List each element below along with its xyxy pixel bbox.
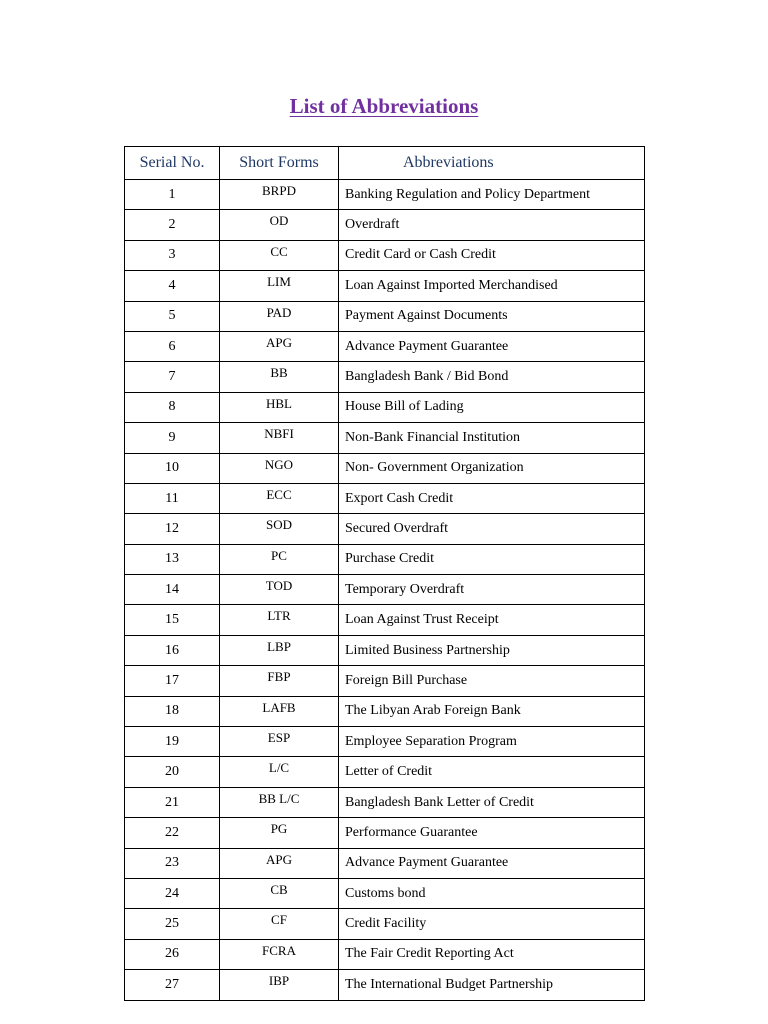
cell-serial-no: 8 xyxy=(125,392,220,422)
table-body xyxy=(125,180,645,1001)
cell-serial-no: 25 xyxy=(125,909,220,939)
table-row xyxy=(125,727,645,757)
cell-short-form: FBP xyxy=(220,666,339,696)
cell-abbreviation: Bangladesh Bank Letter of Credit xyxy=(339,787,645,817)
cell-short-form: LIM xyxy=(220,271,339,301)
cell-short-form: BB L/C xyxy=(220,787,339,817)
cell-short-form: L/C xyxy=(220,757,339,787)
table-row xyxy=(125,180,645,210)
cell-abbreviation: Letter of Credit xyxy=(339,757,645,787)
page-title xyxy=(0,93,768,119)
cell-short-form: APG xyxy=(220,331,339,361)
table-row xyxy=(125,635,645,665)
table-row xyxy=(125,483,645,513)
header-serial-no: Serial No. xyxy=(125,147,220,180)
cell-short-form: OD xyxy=(220,210,339,240)
cell-short-form: APG xyxy=(220,848,339,878)
cell-short-form: LBP xyxy=(220,635,339,665)
cell-serial-no: 15 xyxy=(125,605,220,635)
cell-abbreviation: Customs bond xyxy=(339,878,645,908)
table-row xyxy=(125,514,645,544)
cell-abbreviation: Export Cash Credit xyxy=(339,483,645,513)
cell-short-form: IBP xyxy=(220,970,339,1000)
cell-serial-no: 14 xyxy=(125,575,220,605)
cell-abbreviation: Purchase Credit xyxy=(339,544,645,574)
cell-abbreviation: Performance Guarantee xyxy=(339,818,645,848)
cell-short-form: FCRA xyxy=(220,939,339,969)
table-row xyxy=(125,271,645,301)
table-row xyxy=(125,240,645,270)
cell-serial-no: 5 xyxy=(125,301,220,331)
table-row xyxy=(125,544,645,574)
cell-abbreviation: Advance Payment Guarantee xyxy=(339,331,645,361)
cell-abbreviation: Credit Facility xyxy=(339,909,645,939)
cell-abbreviation: The International Budget Partnership xyxy=(339,970,645,1000)
cell-short-form: ECC xyxy=(220,483,339,513)
cell-abbreviation: Limited Business Partnership xyxy=(339,635,645,665)
cell-serial-no: 10 xyxy=(125,453,220,483)
table-row xyxy=(125,423,645,453)
header-short-forms: Short Forms xyxy=(220,147,339,180)
cell-serial-no: 1 xyxy=(125,180,220,210)
table-row xyxy=(125,787,645,817)
table-row xyxy=(125,970,645,1000)
cell-serial-no: 16 xyxy=(125,635,220,665)
cell-short-form: BB xyxy=(220,362,339,392)
cell-abbreviation: Banking Regulation and Policy Department xyxy=(339,180,645,210)
table-row xyxy=(125,453,645,483)
cell-abbreviation: Credit Card or Cash Credit xyxy=(339,240,645,270)
cell-short-form: HBL xyxy=(220,392,339,422)
cell-abbreviation: Temporary Overdraft xyxy=(339,575,645,605)
abbreviations-table xyxy=(124,146,645,1001)
cell-abbreviation: The Fair Credit Reporting Act xyxy=(339,939,645,969)
cell-short-form: NBFI xyxy=(220,423,339,453)
cell-abbreviation: Employee Separation Program xyxy=(339,727,645,757)
table-row xyxy=(125,605,645,635)
cell-serial-no: 21 xyxy=(125,787,220,817)
cell-short-form: CF xyxy=(220,909,339,939)
cell-serial-no: 18 xyxy=(125,696,220,726)
table-row xyxy=(125,210,645,240)
table-row xyxy=(125,878,645,908)
table-row xyxy=(125,666,645,696)
cell-serial-no: 2 xyxy=(125,210,220,240)
cell-abbreviation: Non- Government Organization xyxy=(339,453,645,483)
cell-abbreviation: Bangladesh Bank / Bid Bond xyxy=(339,362,645,392)
cell-serial-no: 17 xyxy=(125,666,220,696)
table-row xyxy=(125,818,645,848)
cell-abbreviation: Overdraft xyxy=(339,210,645,240)
cell-serial-no: 24 xyxy=(125,878,220,908)
cell-short-form: SOD xyxy=(220,514,339,544)
cell-abbreviation: Loan Against Trust Receipt xyxy=(339,605,645,635)
cell-serial-no: 4 xyxy=(125,271,220,301)
cell-serial-no: 22 xyxy=(125,818,220,848)
cell-abbreviation: Secured Overdraft xyxy=(339,514,645,544)
cell-short-form: BRPD xyxy=(220,180,339,210)
header-abbreviations: Abbreviations xyxy=(339,147,645,180)
table-row xyxy=(125,848,645,878)
cell-serial-no: 7 xyxy=(125,362,220,392)
table-row xyxy=(125,939,645,969)
cell-serial-no: 19 xyxy=(125,727,220,757)
cell-abbreviation: Non-Bank Financial Institution xyxy=(339,423,645,453)
cell-serial-no: 9 xyxy=(125,423,220,453)
cell-serial-no: 12 xyxy=(125,514,220,544)
table-row xyxy=(125,392,645,422)
cell-short-form: ESP xyxy=(220,727,339,757)
page-title-text: List of Abbreviations xyxy=(289,94,479,118)
cell-serial-no: 27 xyxy=(125,970,220,1000)
table-row xyxy=(125,362,645,392)
table-row xyxy=(125,575,645,605)
cell-serial-no: 26 xyxy=(125,939,220,969)
table-row xyxy=(125,301,645,331)
cell-abbreviation: Payment Against Documents xyxy=(339,301,645,331)
cell-short-form: LTR xyxy=(220,605,339,635)
cell-short-form: PAD xyxy=(220,301,339,331)
cell-serial-no: 6 xyxy=(125,331,220,361)
cell-abbreviation: Loan Against Imported Merchandised xyxy=(339,271,645,301)
cell-serial-no: 3 xyxy=(125,240,220,270)
cell-short-form: CB xyxy=(220,878,339,908)
cell-abbreviation: The Libyan Arab Foreign Bank xyxy=(339,696,645,726)
cell-short-form: TOD xyxy=(220,575,339,605)
cell-short-form: PG xyxy=(220,818,339,848)
cell-abbreviation: House Bill of Lading xyxy=(339,392,645,422)
cell-short-form: PC xyxy=(220,544,339,574)
cell-abbreviation: Advance Payment Guarantee xyxy=(339,848,645,878)
cell-serial-no: 11 xyxy=(125,483,220,513)
table-row xyxy=(125,757,645,787)
table-row xyxy=(125,331,645,361)
cell-short-form: CC xyxy=(220,240,339,270)
cell-short-form: NGO xyxy=(220,453,339,483)
cell-serial-no: 20 xyxy=(125,757,220,787)
cell-short-form: LAFB xyxy=(220,696,339,726)
cell-abbreviation: Foreign Bill Purchase xyxy=(339,666,645,696)
cell-serial-no: 23 xyxy=(125,848,220,878)
cell-serial-no: 13 xyxy=(125,544,220,574)
table-row xyxy=(125,909,645,939)
table-header-row xyxy=(125,147,645,180)
table-row xyxy=(125,696,645,726)
